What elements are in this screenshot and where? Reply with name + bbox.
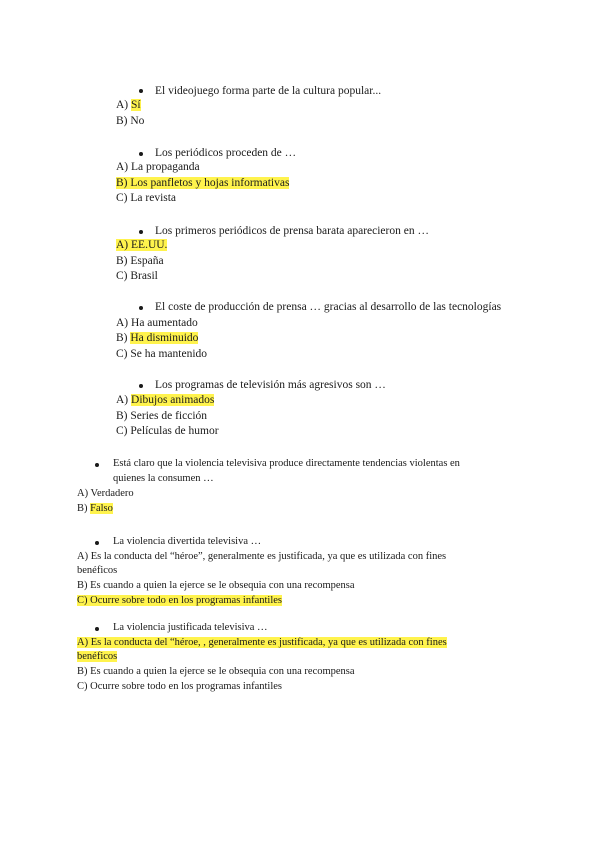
q7-option-a-line2: benéficos (77, 565, 118, 576)
q8-option-a-line2: benéficos (77, 651, 118, 662)
q8-option-c: C) Ocurre sobre todo en los programas infantiles (77, 681, 282, 692)
bullet-icon (139, 230, 143, 234)
bullet-icon (139, 306, 143, 310)
question-6-text-line1: Está claro que la violencia televisiva produce directamente tendencias violentas en (113, 458, 460, 469)
q2-option-b: B) Los panfletos y hojas informativas (116, 177, 290, 189)
q3-option-b: B) España (116, 255, 164, 267)
question-8-text: La violencia justificada televisiva … (113, 622, 268, 633)
q7-option-c: C) Ocurre sobre todo en los programas infantiles (77, 595, 282, 606)
bullet-icon (139, 384, 143, 388)
q7-option-b: B) Es cuando a quien la ejerce se le obsequia con una recompensa (77, 580, 355, 591)
q6-option-b: B) Falso (77, 503, 113, 514)
q6-option-a: A) Verdadero (77, 488, 134, 499)
q3-option-c: C) Brasil (116, 270, 158, 282)
q2-option-c: C) La revista (116, 192, 177, 204)
question-5-text: Los programas de televisión más agresivos son … (155, 379, 386, 391)
question-1-text: El videojuego forma parte de la cultura popular... (155, 85, 382, 97)
question-7-text: La violencia divertida televisiva … (113, 536, 262, 547)
bullet-icon (139, 152, 143, 156)
q4-option-b: B) Ha disminuido (116, 332, 199, 344)
q8-option-b: B) Es cuando a quien la ejerce se le obsequia con una recompensa (77, 666, 355, 677)
q1-option-a: A) Sí (116, 99, 141, 111)
bullet-icon (139, 89, 143, 93)
q7-option-a-line1: A) Es la conducta del “héroe”, generalmente es justificada, ya que es utilizada con fines (77, 551, 447, 562)
q8-option-a-line1: A) Es la conducta del “héroe, , generalmente es justificada, ya que es utilizada con fines (77, 637, 447, 648)
question-4-text: El coste de producción de prensa … gracias al desarrollo de las tecnologías (155, 301, 502, 313)
q4-option-a: A) Ha aumentado (116, 317, 198, 329)
q5-option-c: C) Películas de humor (116, 425, 219, 437)
q4-option-c: C) Se ha mantenido (116, 348, 208, 360)
q1-option-b: B) No (116, 115, 145, 127)
question-3-text: Los primeros periódicos de prensa barata aparecieron en … (155, 225, 429, 237)
q3-option-a: A) EE.UU. (116, 239, 168, 251)
bullet-icon (95, 541, 99, 545)
question-2-text: Los periódicos proceden de … (155, 147, 297, 159)
question-6-text-line2: quienes la consumen … (113, 473, 214, 484)
q2-option-a: A) La propaganda (116, 161, 200, 173)
q5-option-b: B) Series de ficción (116, 410, 208, 422)
bullet-icon (95, 463, 99, 467)
q5-option-a: A) Dibujos animados (116, 394, 215, 406)
bullet-icon (95, 627, 99, 631)
